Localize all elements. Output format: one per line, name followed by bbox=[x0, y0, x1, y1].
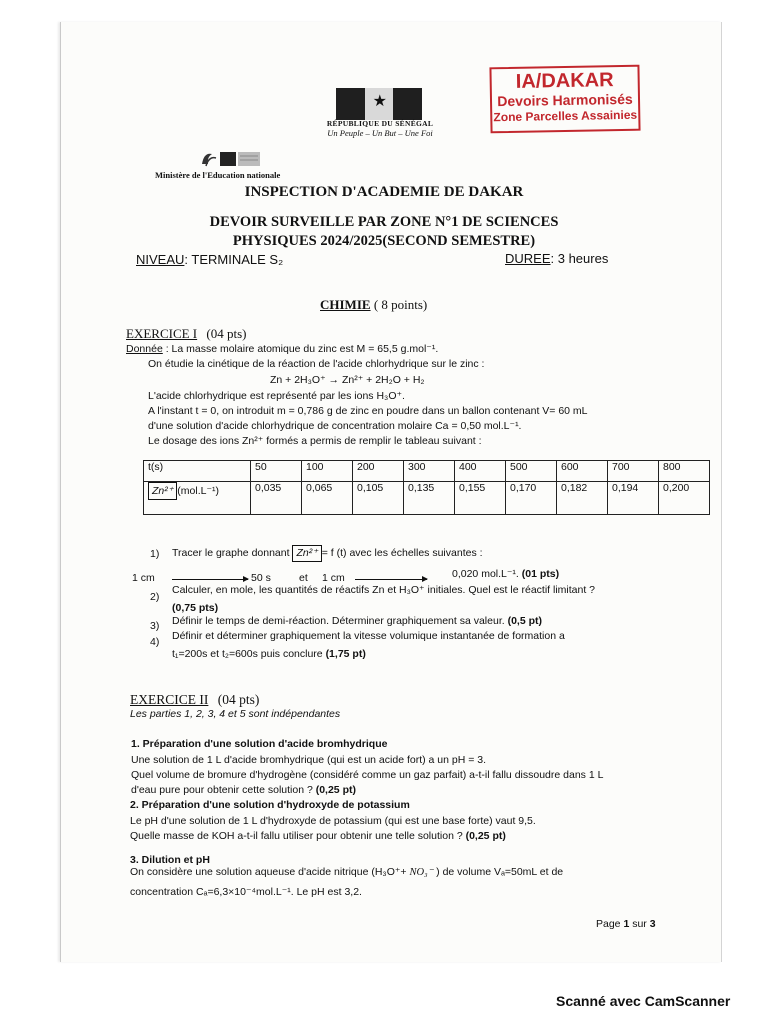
star-icon: ★ bbox=[372, 93, 388, 110]
arrow-icon bbox=[172, 579, 248, 580]
scale-et: et bbox=[299, 572, 308, 584]
q4-text: Définir et déterminer graphiquement la vitesse volumique instantanée de formation a bbox=[172, 630, 565, 642]
stamp-line-1: IA/DAKAR bbox=[515, 69, 614, 93]
q2-text: Calculer, en mole, les quantités de réactifs Zn et H₃O⁺ initiales. Quel est le réactif limitant ? bbox=[172, 584, 596, 596]
chimie-title: CHIMIE bbox=[320, 297, 371, 312]
q2-number: 2) bbox=[150, 591, 160, 603]
table-header-concentration bbox=[144, 482, 251, 515]
concentration-unit: (mol.L⁻¹) bbox=[177, 485, 220, 497]
donnee-label: Donnée bbox=[126, 343, 163, 355]
part-3-text-b: ) de volume Vₐ=50mL et de bbox=[436, 866, 564, 878]
part-2-question: Quelle masse de KOH a-t-il fallu utiliser pour obtenir une telle solution ? bbox=[130, 830, 463, 842]
q4-line-2 bbox=[172, 648, 366, 661]
part-3-text-a: On considère une solution aqueuse d'acide nitrique (H₃O⁺+ bbox=[130, 866, 407, 878]
chimie-points: ( 8 points) bbox=[373, 297, 428, 312]
table-cell: 0,065 bbox=[302, 482, 353, 515]
ministry-logo-icon bbox=[198, 148, 268, 170]
table-cell: 700 bbox=[608, 461, 659, 482]
part-2-line-1: Le pH d'une solution de 1 L d'hydroxyde de potassium (qui est une base forte) vaut 9,5. bbox=[130, 815, 536, 827]
part-2-title: 2. Préparation d'une solution d'hydroxyde de potassium bbox=[130, 799, 410, 811]
q4-number: 4) bbox=[150, 636, 160, 648]
donnee-line bbox=[126, 343, 438, 356]
q3-text: Définir le temps de demi-réaction. Déterminer graphiquement sa valeur. bbox=[172, 615, 505, 627]
page-indicator bbox=[596, 918, 656, 931]
part-1-title: 1. Préparation d'une solution d'acide bromhydrique bbox=[131, 738, 388, 750]
zn-concentration-table bbox=[143, 460, 710, 515]
devoir-title-line-2: PHYSIQUES 2024/2025(SECOND SEMESTRE) bbox=[232, 233, 536, 249]
page-label-a: Page bbox=[596, 918, 624, 930]
ex1-line-7: Le dosage des ions Zn²⁺ formés a permis de remplir le tableau suivant : bbox=[148, 435, 482, 447]
table-cell: 0,135 bbox=[404, 482, 455, 515]
chimie-heading bbox=[320, 297, 427, 313]
duree-line bbox=[505, 251, 608, 266]
part-3-line-2: concentration Cₐ=6,3×10⁻⁴mol.L⁻¹. Le pH est 3,2. bbox=[130, 886, 362, 898]
q1-number: 1) bbox=[150, 548, 160, 560]
ex1-line-2: On étudie la cinétique de la réaction de l'acide chlorhydrique sur le zinc : bbox=[148, 358, 485, 370]
senegal-flag bbox=[336, 88, 422, 120]
table-cell: 0,200 bbox=[659, 482, 710, 515]
ministry-label: Ministère de l'Education nationale bbox=[155, 170, 281, 180]
zn-bracket: Zn²⁺ bbox=[148, 482, 177, 500]
scale-a-right: 50 s bbox=[251, 572, 271, 584]
scale-points: (01 pts) bbox=[521, 568, 560, 580]
q3-points: (0,5 pt) bbox=[507, 615, 543, 627]
ex1-line-5: A l'instant t = 0, on introduit m = 0,786 g de zinc en poudre dans un ballon contenant V= 60 mL bbox=[148, 405, 588, 417]
q4-text-2: t₁=200s et t₂=600s puis conclure bbox=[172, 648, 323, 660]
donnee-text: : La masse molaire atomique du zinc est M = 65,5 g.mol⁻¹. bbox=[162, 343, 439, 355]
table-header-t: t(s) bbox=[144, 461, 251, 482]
scale-a-left: 1 cm bbox=[132, 572, 155, 584]
niveau-value: : TERMINALE S₂ bbox=[184, 252, 284, 267]
q1-zn-bracket: Zn²⁺ bbox=[292, 545, 321, 562]
exercise-2-subtitle: Les parties 1, 2, 3, 4 et 5 sont indépendantes bbox=[130, 708, 341, 720]
part-1-line-3 bbox=[131, 784, 356, 797]
q2-points: (0,75 pts) bbox=[172, 602, 219, 614]
table-row bbox=[144, 482, 710, 515]
table-row bbox=[144, 461, 710, 482]
ex1-line-6: d'une solution d'acide chlorhydrique de concentration molaire Ca = 0,50 mol.L⁻¹. bbox=[148, 420, 522, 432]
q1-text-a: Tracer le graphe donnant bbox=[172, 547, 290, 559]
part-2-points: (0,25 pt) bbox=[465, 830, 506, 842]
stamp-line-2: Devoirs Harmonisés bbox=[497, 90, 633, 110]
table-cell: 200 bbox=[353, 461, 404, 482]
q1-line bbox=[172, 545, 483, 562]
table-cell: 0,155 bbox=[455, 482, 506, 515]
table-cell: 800 bbox=[659, 461, 710, 482]
exercise-2-points: (04 pts) bbox=[217, 692, 260, 707]
part-1-points: (0,25 pt) bbox=[315, 784, 356, 796]
exercise-2-title: EXERCICE II bbox=[130, 692, 209, 707]
exercise-1-heading bbox=[126, 326, 246, 342]
niveau-line bbox=[136, 252, 283, 267]
exercise-1-points: (04 pts) bbox=[206, 326, 247, 341]
exercise-1-title: EXERCICE I bbox=[126, 326, 198, 341]
flag-band-right bbox=[393, 88, 422, 120]
scale-b-left: 1 cm bbox=[322, 572, 345, 584]
q1-text-b: = f (t) avec les échelles suivantes : bbox=[321, 547, 483, 559]
camscanner-watermark: Scanné avec CamScanner bbox=[556, 993, 731, 1009]
national-motto: Un Peuple – Un But – Une Foi bbox=[327, 128, 433, 138]
part-3-title: 3. Dilution et pH bbox=[130, 854, 210, 866]
part-2-line-2 bbox=[130, 830, 506, 843]
devoir-title-line-1: DEVOIR SURVEILLE PAR ZONE N°1 DE SCIENCES bbox=[209, 214, 559, 230]
nitrate-ion: NO₃⁻ bbox=[409, 867, 434, 878]
duree-value: : 3 heures bbox=[550, 251, 609, 266]
ia-dakar-stamp bbox=[489, 65, 640, 134]
table-cell: 600 bbox=[557, 461, 608, 482]
page-total: 3 bbox=[649, 918, 656, 930]
table-cell: 0,035 bbox=[251, 482, 302, 515]
niveau-label: NIVEAU bbox=[136, 252, 185, 267]
arrow-icon bbox=[355, 579, 427, 580]
page-number: 1 bbox=[623, 918, 630, 930]
part-1-question: d'eau pure pour obtenir cette solution ? bbox=[131, 784, 313, 796]
part-1-line-2: Quel volume de bromure d'hydrogène (considéré comme un gaz parfait) a-t-il fallu dissoudre dans 1 L bbox=[131, 769, 604, 781]
table-cell: 0,194 bbox=[608, 482, 659, 515]
table-cell: 400 bbox=[455, 461, 506, 482]
table-cell: 50 bbox=[251, 461, 302, 482]
exercise-2-heading bbox=[130, 692, 259, 708]
q4-points: (1,75 pt) bbox=[325, 648, 366, 660]
table-cell: 0,105 bbox=[353, 482, 404, 515]
republic-label: RÉPUBLIQUE DU SÉNÉGAL bbox=[326, 119, 434, 128]
scale-b-right: 0,020 mol.L⁻¹. bbox=[452, 568, 519, 580]
table-cell: 500 bbox=[506, 461, 557, 482]
table-cell: 0,182 bbox=[557, 482, 608, 515]
flag-band-middle bbox=[365, 88, 394, 120]
inspection-title: INSPECTION D'ACADEMIE DE DAKAR bbox=[244, 184, 524, 200]
page-label-b: sur bbox=[629, 918, 650, 930]
table-cell: 0,170 bbox=[506, 482, 557, 515]
duree-label: DUREE bbox=[505, 251, 551, 266]
ex1-line-4: L'acide chlorhydrique est représenté par les ions H₃O⁺. bbox=[148, 390, 405, 402]
q3-number: 3) bbox=[150, 620, 160, 632]
scale-b-line bbox=[452, 568, 559, 581]
part-3-line-1 bbox=[130, 866, 563, 879]
reaction-equation: Zn + 2H₃O⁺ → Zn²⁺ + 2H₂O + H₂ bbox=[270, 374, 425, 386]
stamp-line-3: Zone Parcelles Assainies bbox=[493, 107, 638, 125]
table-cell: 300 bbox=[404, 461, 455, 482]
part-1-line-1: Une solution de 1 L d'acide bromhydrique (qui est un acide fort) a un pH = 3. bbox=[131, 754, 487, 766]
flag-band-left bbox=[336, 88, 365, 120]
table-cell: 100 bbox=[302, 461, 353, 482]
q3-line bbox=[172, 615, 542, 628]
